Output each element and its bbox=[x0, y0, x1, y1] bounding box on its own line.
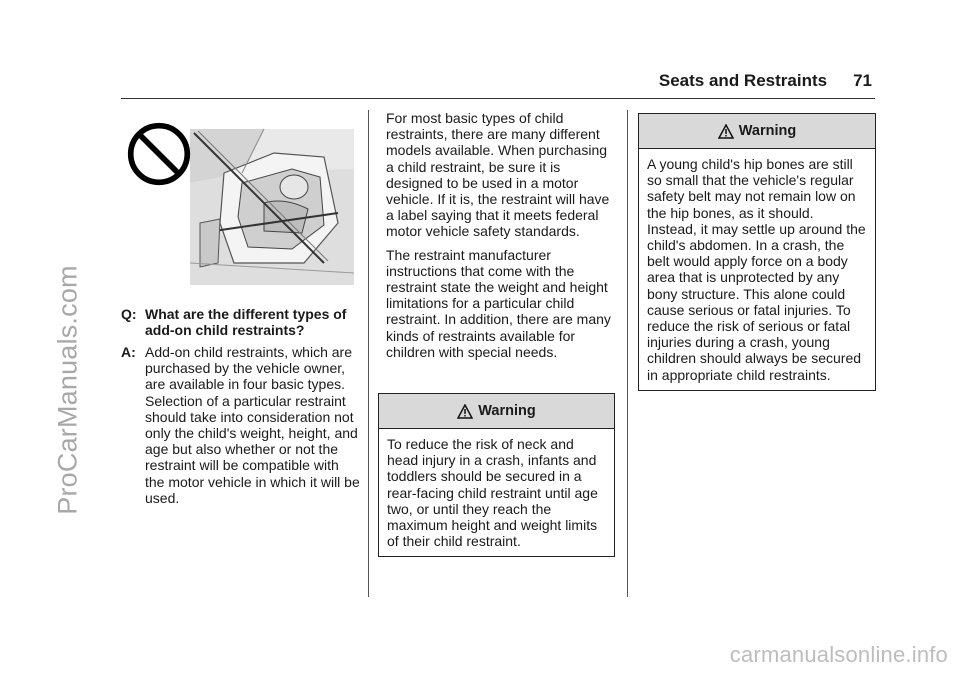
paragraph-2: The restraint manufacturer instructions that come with the restraint state the weight and height limitations for a particular child restraint. In addition, there are many kinds of restraints available for children with special needs. bbox=[386, 246, 611, 360]
column-divider-2 bbox=[627, 110, 628, 597]
column-divider-1 bbox=[368, 110, 369, 597]
child-seat-figure bbox=[124, 113, 354, 285]
warning-triangle-icon bbox=[718, 124, 734, 139]
prohibited-circle-icon bbox=[126, 121, 192, 187]
page-number: 71 bbox=[853, 71, 872, 90]
middle-column bbox=[386, 110, 612, 367]
answer-text: Add-on child restraints, which are purchased by the vehicle owner, are available in four basic types. Selection of a particular restraint should take into consideration not only the child's weight, height, and age but also whether or not the restraint will be compatible with the motor vehicle in which it will be used. bbox=[145, 344, 360, 506]
warning-box-1 bbox=[378, 393, 615, 557]
side-watermark: ProCarManuals.com bbox=[52, 265, 83, 515]
question-text: What are the different types of add-on child restraints? bbox=[145, 306, 347, 339]
question-tag: Q: bbox=[121, 306, 137, 322]
question-block bbox=[121, 306, 361, 338]
warning-triangle-icon bbox=[457, 404, 473, 419]
answer-block bbox=[121, 344, 361, 506]
warning-title: Warning bbox=[738, 123, 797, 139]
warning-body: A young child's hip bones are still so small that the vehicle's regular safety belt may not remain low on the hip bones, as it should. Instead, it may settle up around the child's abdomen. In a crash, the belt would apply force on a body area that is unprotected by any bony structure. This alone could cause serious or fatal injuries. To reduce the risk of serious or fatal injuries during a crash, young children should always be secured in appropriate child restraints. bbox=[647, 156, 866, 383]
answer-tag: A: bbox=[121, 344, 136, 360]
page-header bbox=[659, 71, 872, 91]
header-rule bbox=[121, 98, 875, 99]
paragraph-1: For most basic types of child restraints, there are many different models available. When purchasing a child restraint, be sure it is designed to be used in a motor vehicle. If it is, the restraint will have a label saying that it meets federal motor vehicle safety standards. bbox=[386, 110, 610, 240]
bottom-watermark: carmanualsonline.info bbox=[729, 642, 948, 667]
warning-body: To reduce the risk of neck and head injury in a crash, infants and toddlers should be secured in a rear-facing child restraint until age two, or until they reach the maximum height and weight limits of their child restraint. bbox=[387, 436, 598, 550]
warning-header bbox=[379, 394, 614, 429]
warning-box-2 bbox=[638, 113, 876, 391]
section-title: Seats and Restraints bbox=[658, 71, 828, 90]
warning-header bbox=[639, 114, 875, 149]
warning-title: Warning bbox=[478, 403, 536, 419]
